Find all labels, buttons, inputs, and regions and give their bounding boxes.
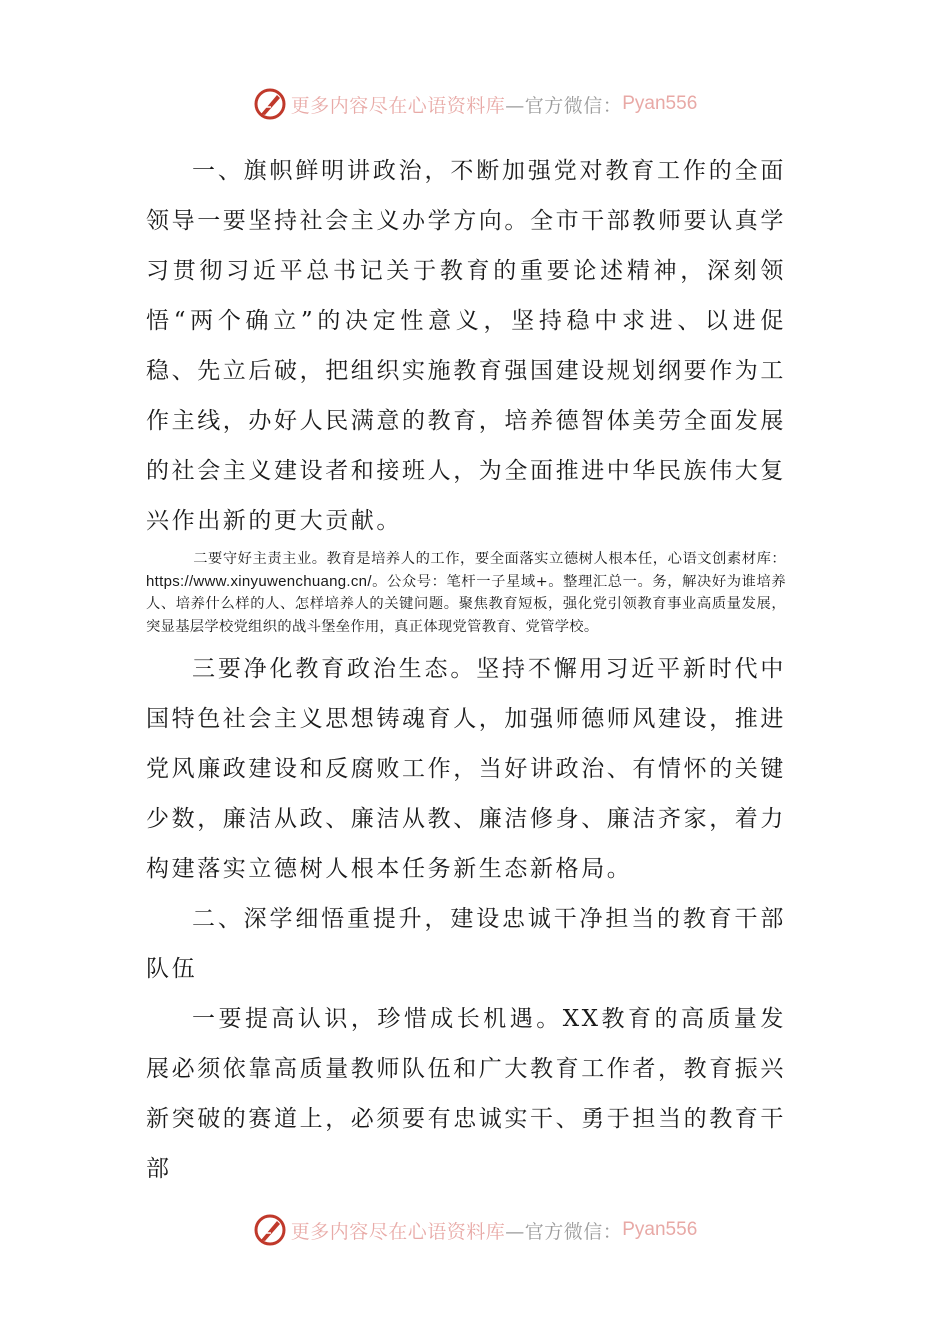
banner-wechat-label: —官方微信： [505,94,623,117]
quill-logo-icon [253,87,287,121]
small-text-after-url: 。公众号：笔杆一子星域+。整理汇总一。务，解决好为谁培养人、培养什么样的人、怎样培养人的关键问题。聚焦教育短板，强化党引领教育事业高质量发展，突显基层学校党组织的战斗堡垒作用，真正体现党管教育、党管学校。 [146,573,786,635]
banner-site-name: 更多内容尽在心语资料库 [290,1220,506,1243]
quill-logo-icon [253,1213,287,1247]
banner-wechat-label: —官方微信： [505,1220,623,1243]
inserted-small-paragraph [146,546,786,644]
small-text-url: https://www.xinyuwenchuang.cn/ [146,572,372,590]
banner-wechat-id: Pyan556 [622,1219,698,1240]
footer-watermark-banner [0,1212,950,1248]
paragraph: 三要净化教育政治生态。坚持不懈用习近平新时代中国特色社会主义思想铸魂育人，加强师德师风建设，推进党风廉政建设和反腐败工作，当好讲政治、有情怀的关键少数，廉洁从政、廉洁从教、廉洁修身、廉洁齐家，着力构建落实立德树人根本任务新生态新格局。 [146,656,786,882]
banner-wechat-id: Pyan556 [622,93,698,114]
banner-site-name: 更多内容尽在心语资料库 [290,94,506,117]
document-body [146,146,786,1194]
paragraph: 一要提高认识，珍惜成长机遇。XX教育的高质量发展必须依靠高质量教师队伍和广大教育工作者，教育振兴新突破的赛道上，必须要有忠诚实干、勇于担当的教育干部 [146,1006,786,1182]
paragraph: 一、旗帜鲜明讲政治，不断加强党对教育工作的全面领导一要坚持社会主义办学方向。全市干部教师要认真学习贯彻习近平总书记关于教育的重要论述精神，深刻领悟“两个确立”的决定性意义，坚持稳中求进、以进促稳、先立后破，把组织实施教育强国建设规划纲要作为工作主线，办好人民满意的教育，培养德智体美劳全面发展的社会主义建设者和接班人，为全面推进中华民族伟大复兴作出新的更大贡献。 [146,158,786,534]
header-watermark-banner [0,86,950,122]
section-heading: 二、深学细悟重提升，建设忠诚干净担当的教育干部队伍 [146,906,786,982]
small-text-before-url: 二要守好主责主业。教育是培养人的工作，要全面落实立德树人根本任，心语文创素材库： [193,551,786,567]
